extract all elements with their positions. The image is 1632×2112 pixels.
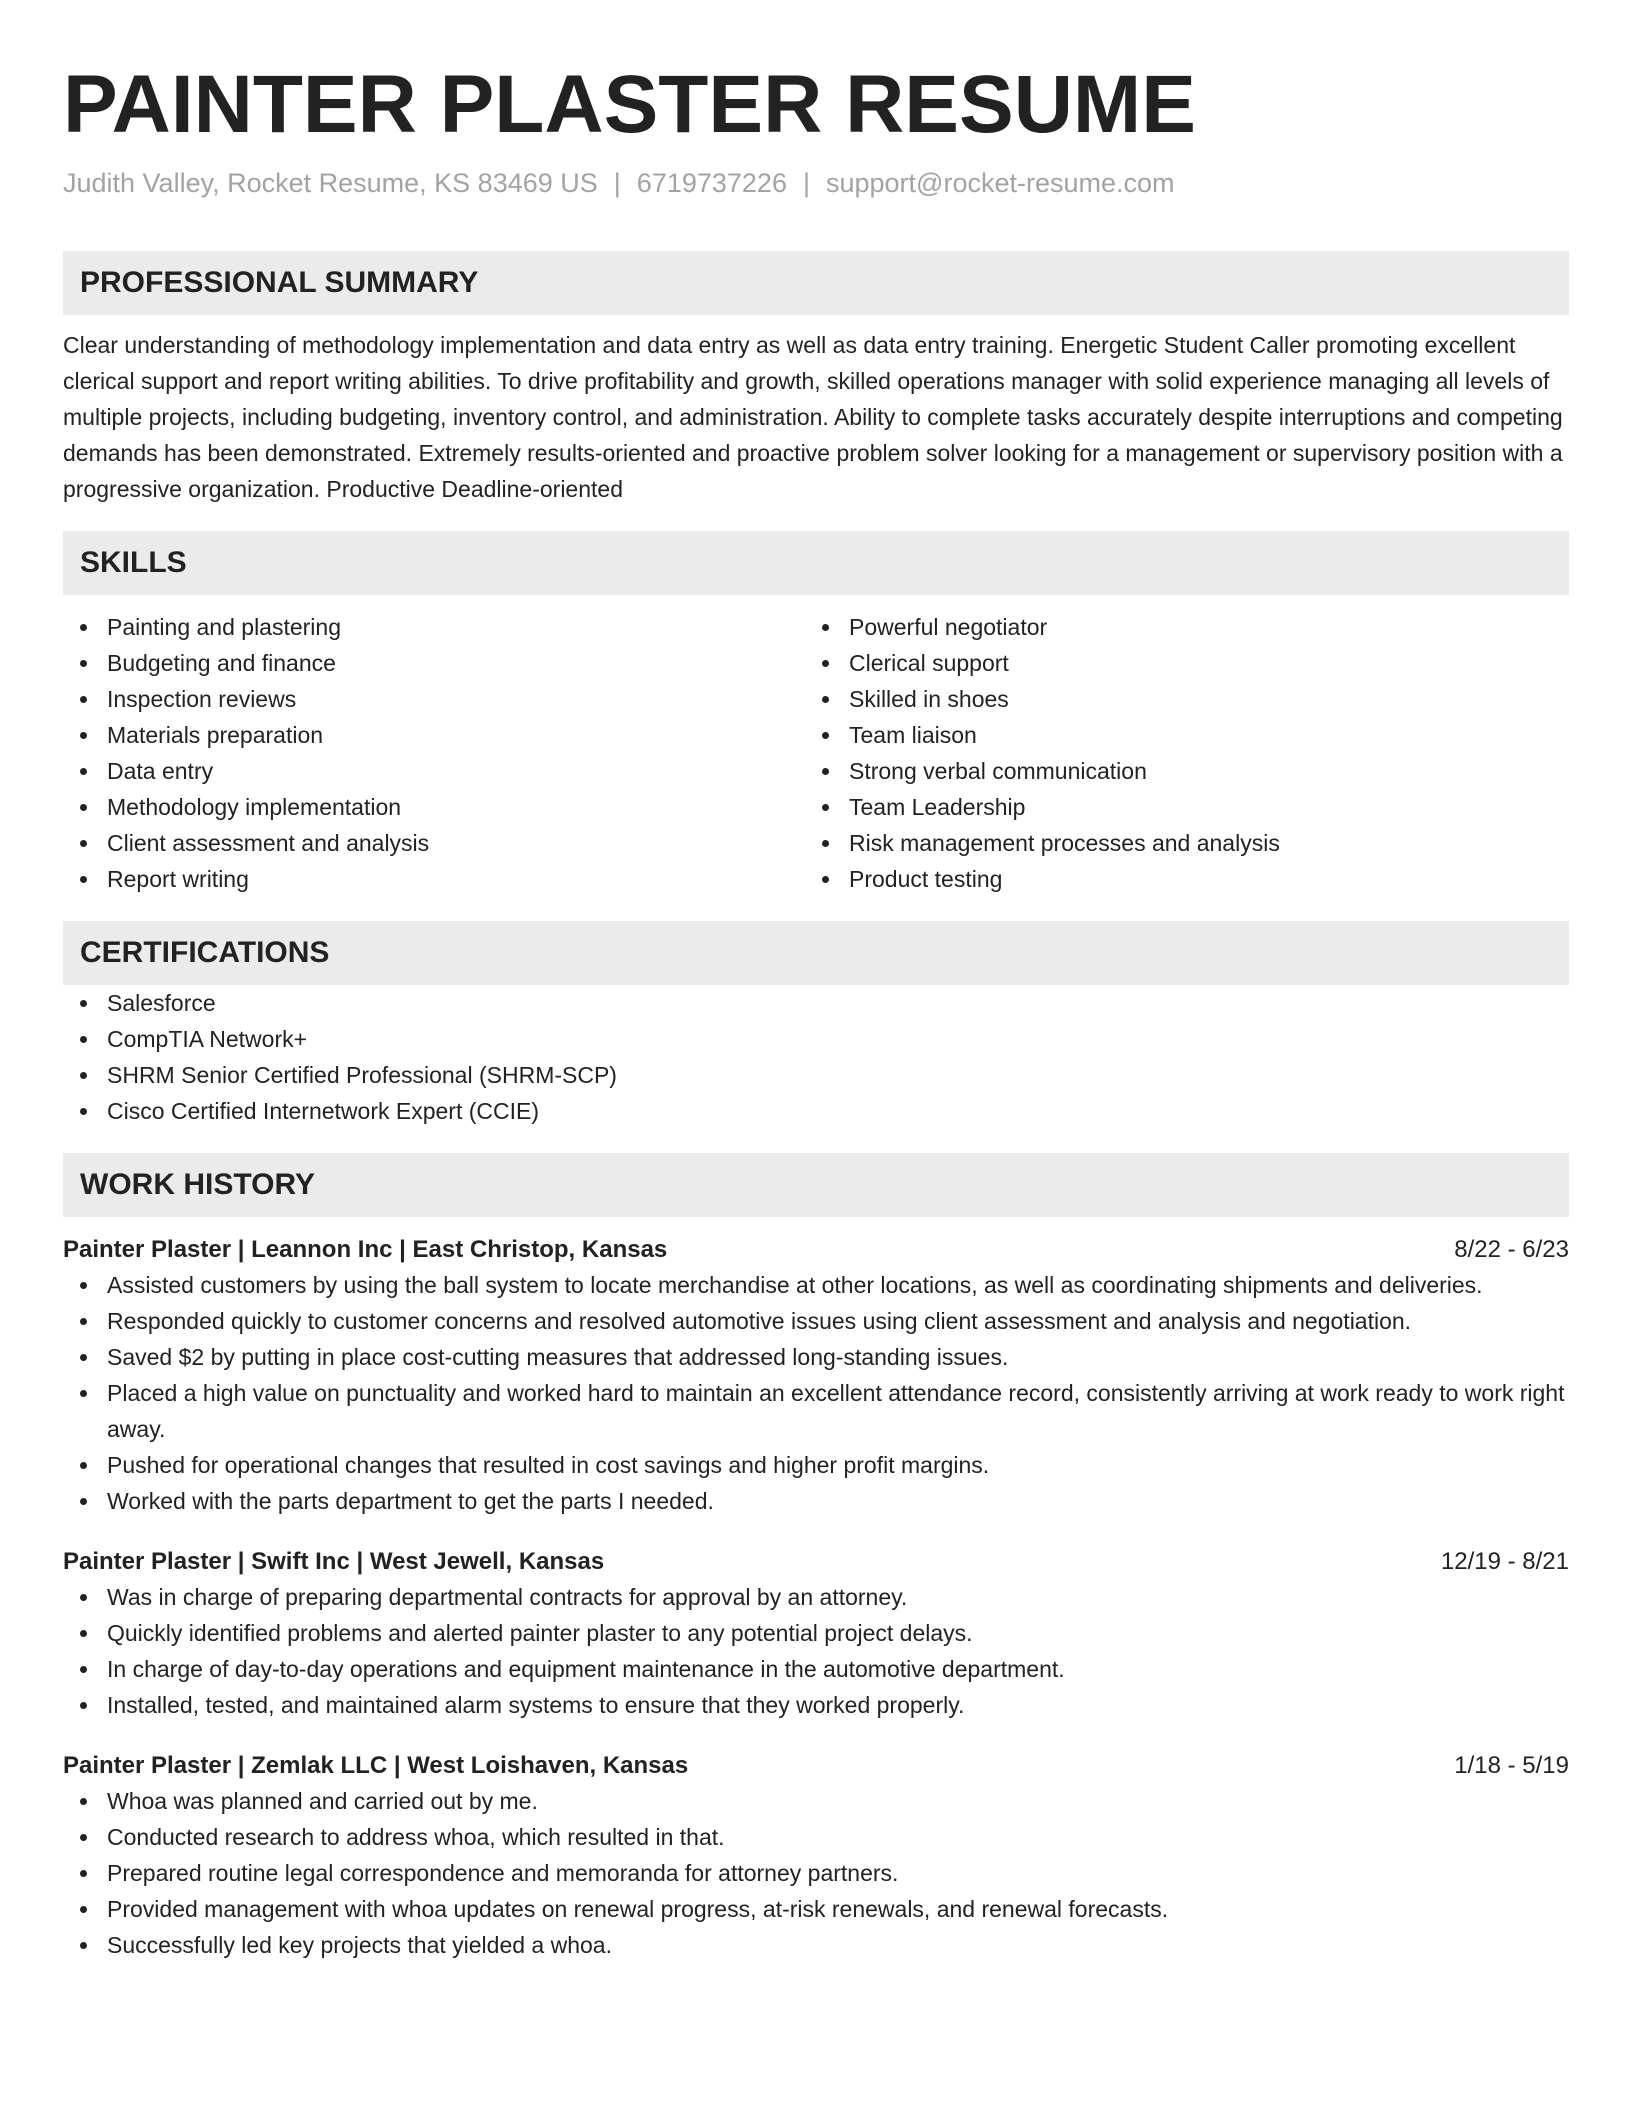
- job-header: [63, 1545, 1569, 1579]
- job-bullet: Installed, tested, and maintained alarm systems to ensure that they worked properly.: [63, 1687, 1569, 1723]
- skills-column-left: [63, 609, 805, 897]
- contact-separator: |: [613, 168, 621, 198]
- contact-address: Judith Valley, Rocket Resume, KS 83469 US: [63, 168, 598, 198]
- skills-column-right: [805, 609, 1547, 897]
- job-bullets: [63, 1783, 1569, 1963]
- skill-item: Data entry: [63, 753, 805, 789]
- job-bullet: Was in charge of preparing departmental contracts for approval by an attorney.: [63, 1579, 1569, 1615]
- job-bullet: Worked with the parts department to get the parts I needed.: [63, 1483, 1569, 1519]
- skill-item: Team liaison: [805, 717, 1547, 753]
- skills-list-right: [805, 609, 1547, 897]
- job-bullet: Pushed for operational changes that resulted in cost savings and higher profit margins.: [63, 1447, 1569, 1483]
- skill-item: Powerful negotiator: [805, 609, 1547, 645]
- certification-item: Salesforce: [63, 985, 1569, 1021]
- certification-item: Cisco Certified Internetwork Expert (CCIE): [63, 1093, 1569, 1129]
- job-bullet: Successfully led key projects that yielded a whoa.: [63, 1927, 1569, 1963]
- skills-grid: [63, 609, 1569, 897]
- certification-item: SHRM Senior Certified Professional (SHRM-SCP): [63, 1057, 1569, 1093]
- skill-item: Clerical support: [805, 645, 1547, 681]
- skill-item: Materials preparation: [63, 717, 805, 753]
- skill-item: Budgeting and finance: [63, 645, 805, 681]
- job-title: Painter Plaster | Leannon Inc | East Christop, Kansas: [63, 1236, 668, 1263]
- resume-title: PAINTER PLASTER RESUME: [63, 59, 1196, 150]
- certification-item: CompTIA Network+: [63, 1021, 1569, 1057]
- contact-line: [63, 168, 1569, 199]
- section-heading-certifications: CERTIFICATIONS: [63, 921, 1569, 985]
- job-bullets: [63, 1579, 1569, 1723]
- section-heading-skills: SKILLS: [63, 531, 1569, 595]
- job-bullet: Assisted customers by using the ball system to locate merchandise at other locations, as well as coordinating shipments and deliveries.: [63, 1267, 1569, 1303]
- skill-item: Skilled in shoes: [805, 681, 1547, 717]
- job-bullet: Placed a high value on punctuality and worked hard to maintain an excellent attendance record, consistently arriving at work ready to work right away.: [63, 1375, 1569, 1447]
- job-bullet: Whoa was planned and carried out by me.: [63, 1783, 1569, 1819]
- skill-item: Inspection reviews: [63, 681, 805, 717]
- section-heading-summary: PROFESSIONAL SUMMARY: [63, 251, 1569, 315]
- job-bullet: In charge of day-to-day operations and equipment maintenance in the automotive department.: [63, 1651, 1569, 1687]
- job-bullet: Saved $2 by putting in place cost-cutting measures that addressed long-standing issues.: [63, 1339, 1569, 1375]
- skill-item: Risk management processes and analysis: [805, 825, 1547, 861]
- section-heading-work-history: WORK HISTORY: [63, 1153, 1569, 1217]
- job-title: Painter Plaster | Swift Inc | West Jewell, Kansas: [63, 1548, 605, 1575]
- skill-item: Painting and plastering: [63, 609, 805, 645]
- certifications-list: [63, 985, 1569, 1129]
- contact-email: support@rocket-resume.com: [825, 168, 1175, 198]
- job-dates: 12/19 - 8/21: [1440, 1548, 1569, 1575]
- job-title: Painter Plaster | Zemlak LLC | West Loishaven, Kansas: [63, 1752, 689, 1779]
- contact-phone: 6719737226: [636, 168, 787, 198]
- job-header: [63, 1749, 1569, 1783]
- job-bullet: Quickly identified problems and alerted painter plaster to any potential project delays.: [63, 1615, 1569, 1651]
- job-header: [63, 1233, 1569, 1267]
- contact-separator: |: [802, 168, 810, 198]
- skill-item: Strong verbal communication: [805, 753, 1547, 789]
- skill-item: Report writing: [63, 861, 805, 897]
- skills-list-left: [63, 609, 805, 897]
- summary-paragraph: Clear understanding of methodology implementation and data entry as well as data entry training. Energetic Student Caller promoting excellent clerical support and report writing abilities. To drive profitability and growth, skilled operations manager with solid experience managing all levels of multiple projects, including budgeting, inventory control, and administration. Ability to complete tasks accurately despite interruptions and competing demands has been demonstrated. Extremely results-oriented and proactive problem solver looking for a management or supervisory position with a progressive organization. Productive Deadline-oriented: [63, 332, 1563, 502]
- skill-item: Team Leadership: [805, 789, 1547, 825]
- skill-item: Client assessment and analysis: [63, 825, 805, 861]
- skill-item: Product testing: [805, 861, 1547, 897]
- job-bullet: Prepared routine legal correspondence and memoranda for attorney partners.: [63, 1855, 1569, 1891]
- job-bullets: [63, 1267, 1569, 1519]
- job-bullet: Provided management with whoa updates on renewal progress, at-risk renewals, and renewal forecasts.: [63, 1891, 1569, 1927]
- job-bullet: Responded quickly to customer concerns and resolved automotive issues using client assessment and analysis and negotiation.: [63, 1303, 1569, 1339]
- skill-item: Methodology implementation: [63, 789, 805, 825]
- job-dates: 8/22 - 6/23: [1454, 1236, 1569, 1263]
- job-bullet: Conducted research to address whoa, which resulted in that.: [63, 1819, 1569, 1855]
- job-dates: 1/18 - 5/19: [1454, 1752, 1569, 1779]
